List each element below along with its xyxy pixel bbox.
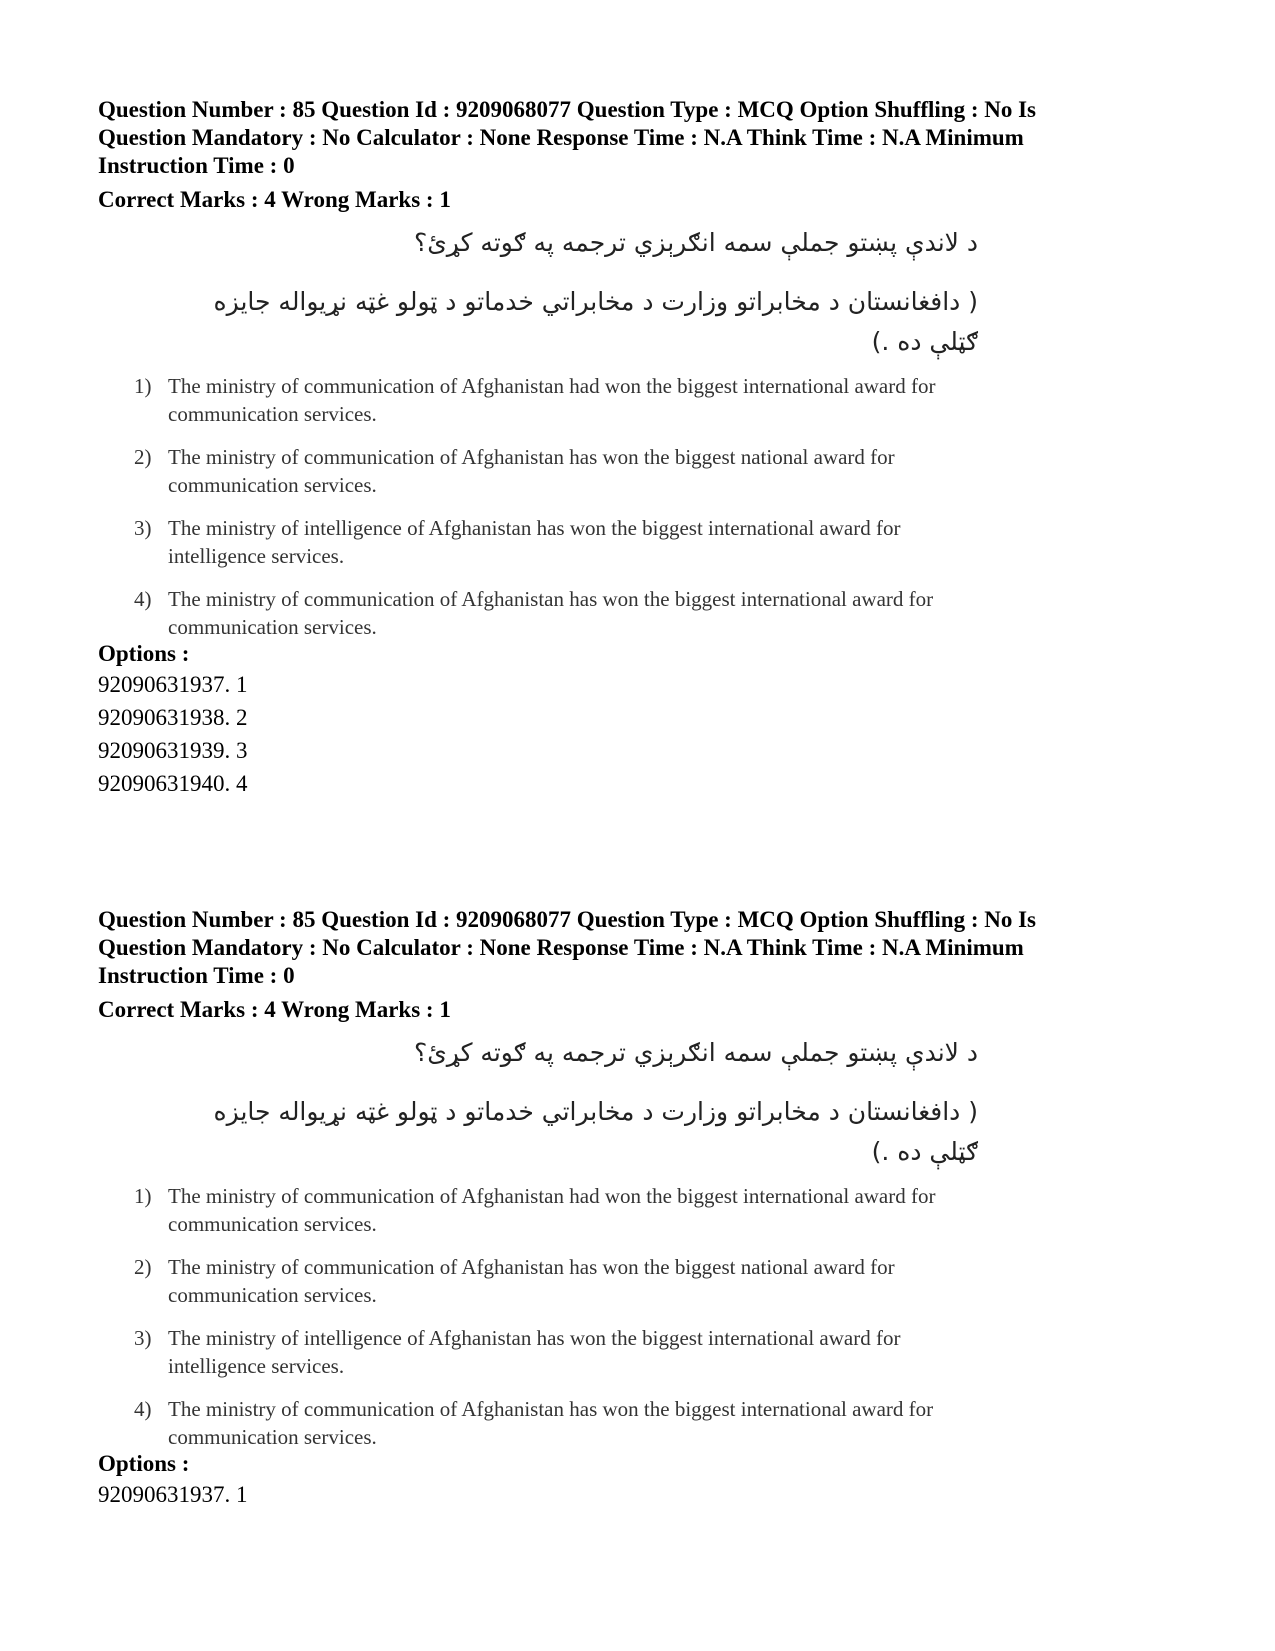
choice-text: The ministry of communication of Afghanistan has won the biggest national award for communication services. bbox=[168, 445, 895, 497]
options-label: Options : bbox=[98, 641, 190, 666]
choice-text: The ministry of communication of Afghanistan had won the biggest international award for communication services. bbox=[168, 1184, 936, 1236]
option-id: 92090631937. 1 bbox=[98, 672, 248, 697]
option-id: 92090631938. 2 bbox=[98, 705, 248, 730]
option-id: 92090631940. 4 bbox=[98, 771, 248, 796]
answer-choice bbox=[134, 1324, 974, 1380]
answer-choice bbox=[134, 443, 974, 499]
choice-number: 2) bbox=[134, 1255, 152, 1279]
choice-number: 1) bbox=[134, 374, 152, 398]
choice-number: 4) bbox=[134, 1397, 152, 1421]
answer-choices bbox=[134, 372, 974, 656]
meta-line: Question Number : 85 Question Id : 9209068077 Question Type : MCQ Option Shuffling : No Is bbox=[98, 97, 1037, 122]
answer-choice bbox=[134, 585, 974, 641]
pashto-prompt: د لاندې پښتو جملې سمه انګرېزي ترجمه په ګوته کړئ؟ bbox=[413, 228, 978, 257]
choice-number: 3) bbox=[134, 516, 152, 540]
pashto-sentence: ( دافغانستان د مخابراتو وزارت د مخابراتي خدماتو د ټولو غټه نړیواله جایزه ګټلې ده .) bbox=[213, 1097, 978, 1166]
answer-choice bbox=[134, 1253, 974, 1309]
answer-choice bbox=[134, 1395, 974, 1451]
pashto-prompt: د لاندې پښتو جملې سمه انګرېزي ترجمه په ګوته کړئ؟ bbox=[413, 1038, 978, 1067]
choice-number: 2) bbox=[134, 445, 152, 469]
choice-number: 4) bbox=[134, 587, 152, 611]
answer-choices bbox=[134, 1182, 974, 1466]
choice-text: The ministry of intelligence of Afghanistan has won the biggest international award for intelligence services. bbox=[168, 1326, 901, 1378]
options-label: Options : bbox=[98, 1451, 190, 1476]
question-block-2 bbox=[98, 906, 1188, 1511]
pashto-sentence: ( دافغانستان د مخابراتو وزارت د مخابراتي خدماتو د ټولو غټه نړیواله جایزه ګټلې ده .) bbox=[213, 287, 978, 356]
question-image bbox=[98, 228, 978, 638]
meta-line: Instruction Time : 0 bbox=[98, 153, 295, 178]
meta-line: Question Mandatory : No Calculator : None Response Time : N.A Think Time : N.A Minimum bbox=[98, 125, 1024, 150]
choice-number: 3) bbox=[134, 1326, 152, 1350]
option-id: 92090631939. 3 bbox=[98, 738, 248, 763]
choice-text: The ministry of communication of Afghanistan had won the biggest international award for communication services. bbox=[168, 374, 936, 426]
options-list bbox=[98, 1478, 1188, 1511]
answer-choice bbox=[134, 372, 974, 428]
question-meta bbox=[98, 96, 1188, 180]
choice-text: The ministry of communication of Afghanistan has won the biggest national award for communication services. bbox=[168, 1255, 895, 1307]
marks-line: Correct Marks : 4 Wrong Marks : 1 bbox=[98, 187, 451, 212]
choice-text: The ministry of communication of Afghanistan has won the biggest international award for communication services. bbox=[168, 1397, 934, 1449]
choice-text: The ministry of communication of Afghanistan has won the biggest international award for communication services. bbox=[168, 587, 934, 639]
question-image bbox=[98, 1038, 978, 1448]
answer-choice bbox=[134, 1182, 974, 1238]
choice-text: The ministry of intelligence of Afghanistan has won the biggest international award for intelligence services. bbox=[168, 516, 901, 568]
question-meta bbox=[98, 906, 1188, 990]
option-id: 92090631937. 1 bbox=[98, 1482, 248, 1507]
marks-line: Correct Marks : 4 Wrong Marks : 1 bbox=[98, 997, 451, 1022]
meta-line: Instruction Time : 0 bbox=[98, 963, 295, 988]
answer-choice bbox=[134, 514, 974, 570]
question-block-1 bbox=[98, 96, 1188, 800]
meta-line: Question Number : 85 Question Id : 9209068077 Question Type : MCQ Option Shuffling : No Is bbox=[98, 907, 1037, 932]
choice-number: 1) bbox=[134, 1184, 152, 1208]
meta-line: Question Mandatory : No Calculator : None Response Time : N.A Think Time : N.A Minimum bbox=[98, 935, 1024, 960]
options-list bbox=[98, 668, 1188, 800]
